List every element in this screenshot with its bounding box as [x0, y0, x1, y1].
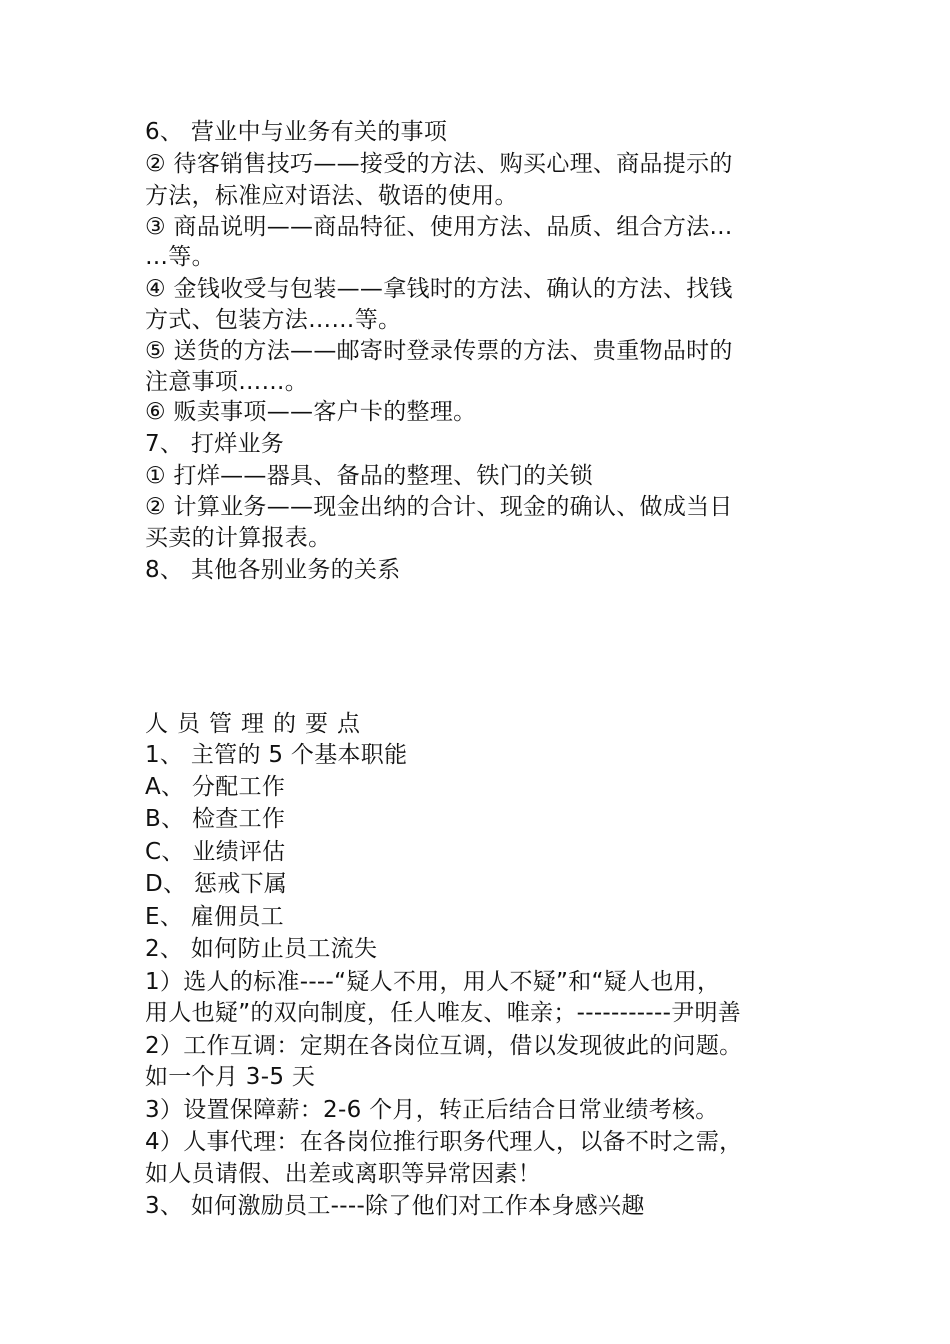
text-line: 方法，标准应对语法、敬语的使用。 — [145, 183, 518, 209]
item-7-heading: 7、 打烊业务 — [145, 431, 285, 457]
list-item: A、 分配工作 — [145, 774, 286, 800]
text-line: 方式、包装方法……等。 — [145, 307, 402, 333]
text-line: 1）选人的标准----“疑人不用，用人不疑”和“疑人也用， — [145, 969, 721, 995]
text-line: ⑥ 贩卖事项——客户卡的整理。 — [145, 399, 477, 425]
text-line: 用人也疑”的双向制度，任人唯友、唯亲；-----------尹明善 — [145, 1000, 742, 1026]
text-line: …等。 — [145, 244, 215, 270]
list-item: D、 惩戒下属 — [145, 871, 288, 897]
item-8-heading: 8、 其他各别业务的关系 — [145, 557, 401, 583]
item-1-heading: 1、 主管的 5 个基本职能 — [145, 742, 408, 768]
list-item: C、 业绩评估 — [145, 839, 286, 865]
text-line: 注意事项……。 — [145, 369, 309, 395]
text-line: 买卖的计算报表。 — [145, 525, 332, 551]
text-line: 如人员请假、出差或离职等异常因素！ — [145, 1161, 542, 1187]
text-line: 4）人事代理：在各岗位推行职务代理人，以备不时之需， — [145, 1129, 743, 1155]
item-2-heading: 2、 如何防止员工流失 — [145, 936, 378, 962]
text-line: 2）工作互调：定期在各岗位互调，借以发现彼此的问题。 — [145, 1033, 743, 1059]
list-item: B、 检查工作 — [145, 806, 286, 832]
text-line: 3）设置保障薪：2-6 个月，转正后结合日常业绩考核。 — [145, 1097, 719, 1123]
text-line: ③ 商品说明——商品特征、使用方法、品质、组合方法… — [145, 214, 733, 240]
text-line: 如一个月 3-5 天 — [145, 1064, 316, 1090]
text-line: ① 打烊——器具、备品的整理、铁门的关锁 — [145, 463, 593, 489]
list-item: E、 雇佣员工 — [145, 904, 284, 930]
text-line: ④ 金钱收受与包装——拿钱时的方法、确认的方法、找钱 — [145, 276, 733, 302]
item-6-heading: 6、 营业中与业务有关的事项 — [145, 119, 448, 145]
item-3-heading: 3、 如何激励员工----除了他们对工作本身感兴趣 — [145, 1193, 645, 1219]
text-line: ⑤ 送货的方法——邮寄时登录传票的方法、贵重物品时的 — [145, 338, 733, 364]
text-line: ② 待客销售技巧——接受的方法、购买心理、商品提示的 — [145, 151, 733, 177]
text-line: ② 计算业务——现金出纳的合计、现金的确认、做成当日 — [145, 494, 733, 520]
section-title: 人员管理的要点 — [145, 711, 369, 737]
